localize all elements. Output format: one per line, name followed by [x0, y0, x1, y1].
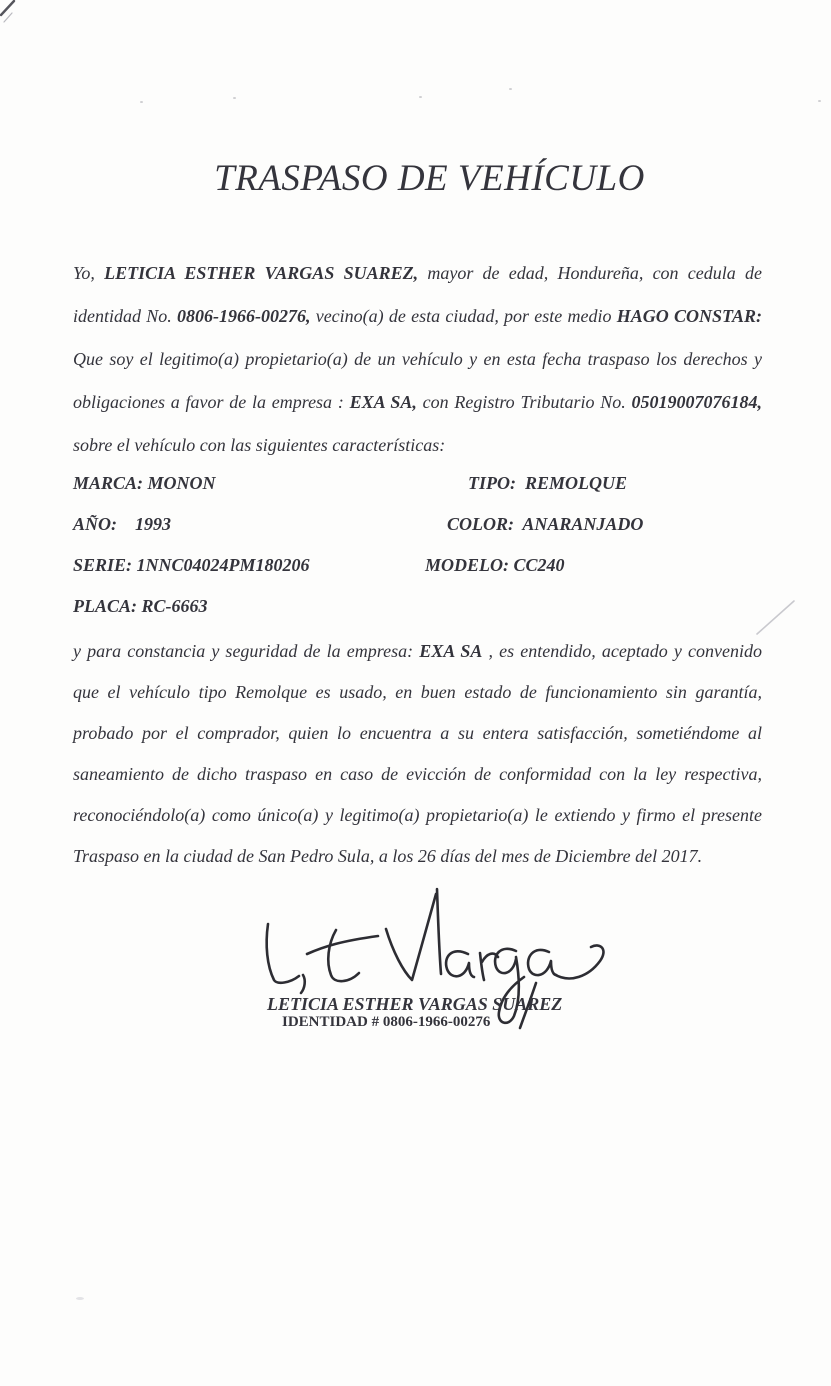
- scan-speck: [233, 97, 236, 99]
- closing-text: probado por el comprador, quien lo encuentra a su entera satisfacción, sometiéndome al: [73, 723, 762, 743]
- closing-line-4: [73, 754, 762, 795]
- spec-ano: AÑO: 1993: [73, 514, 171, 534]
- signatory-identity-number: IDENTIDAD # 0806-1966-00276: [282, 1014, 491, 1030]
- scan-corner-artifact: [0, 0, 26, 26]
- spec-color: COLOR: ANARANJADO: [447, 514, 644, 534]
- closing-line-5: [73, 795, 762, 836]
- spec-modelo: MODELO: CC240: [425, 555, 565, 575]
- tax-registry-number: 05019007076184,: [631, 392, 762, 412]
- intro-text: Yo,: [73, 263, 105, 283]
- intro-line-2: [73, 295, 762, 338]
- intro-line-3: [73, 338, 762, 381]
- spec-tipo: TIPO: REMOLQUE: [468, 473, 628, 493]
- identity-number: 0806-1966-00276,: [176, 306, 311, 326]
- intro-line-5: [73, 424, 762, 467]
- closing-line-2: [73, 672, 762, 713]
- intro-text: Que soy el legitimo(a) propietario(a) de un vehículo y en esta fecha traspaso los derechos y: [73, 349, 762, 369]
- printed-signatory-name: LETICIA ESTHER VARGAS SUAREZ: [267, 994, 563, 1014]
- intro-line-1: [73, 252, 762, 295]
- closing-line-1: [73, 631, 762, 672]
- scan-speck: [140, 101, 143, 103]
- closing-text: , es entendido, aceptado y convenido: [482, 641, 763, 661]
- closing-text: saneamiento de dicho traspaso en caso de evicción de conformidad con la ley respectiva,: [73, 764, 762, 784]
- spec-serie: SERIE: 1NNC04024PM180206: [73, 555, 310, 575]
- hago-constar-text: HAGO CONSTAR:: [616, 306, 762, 326]
- declarant-name: LETICIA ESTHER VARGAS SUAREZ,: [104, 263, 419, 283]
- closing-text: y para constancia y seguridad de la empresa:: [73, 641, 420, 661]
- spec-row-ano-color: [73, 504, 762, 545]
- scan-speck: [76, 1297, 84, 1300]
- intro-text: con Registro Tributario No.: [416, 392, 632, 412]
- intro-text: vecino(a) de esta ciudad, por este medio: [310, 306, 617, 326]
- closing-line-3: [73, 713, 762, 754]
- spec-row-placa: [73, 586, 762, 627]
- intro-text: identidad No.: [73, 306, 177, 326]
- closing-text: que el vehículo tipo Remolque es usado, en buen estado de funcionamiento sin garantía,: [73, 682, 762, 702]
- closing-paragraph: [73, 631, 762, 877]
- closing-text: reconociéndolo(a) como único(a) y legitimo(a) propietario(a) le extiendo y firmo el presente: [73, 805, 762, 825]
- intro-paragraph: [73, 252, 762, 467]
- closing-text: Traspaso en la ciudad de San Pedro Sula, a los 26 días del mes de Diciembre del 2017.: [73, 846, 703, 866]
- vehicle-specs: [73, 463, 762, 627]
- intro-text: mayor de edad, Hondureña, con cedula de: [418, 263, 762, 283]
- spec-row-marca-tipo: [73, 463, 762, 504]
- scan-speck: [419, 96, 422, 98]
- scan-speck: [818, 100, 821, 102]
- intro-text: sobre el vehículo con las siguientes características:: [73, 435, 446, 455]
- spec-placa: PLACA: RC-6663: [73, 596, 208, 616]
- company-name: EXA SA: [419, 641, 483, 661]
- intro-text: obligaciones a favor de la empresa :: [73, 392, 350, 412]
- company-name: EXA SA,: [349, 392, 417, 412]
- intro-line-4: [73, 381, 762, 424]
- spec-row-serie-modelo: [73, 545, 762, 586]
- document-title: TRASPASO DE VEHÍCULO: [214, 158, 645, 199]
- scan-speck: [509, 88, 512, 90]
- spec-marca: MARCA: MONON: [73, 473, 216, 493]
